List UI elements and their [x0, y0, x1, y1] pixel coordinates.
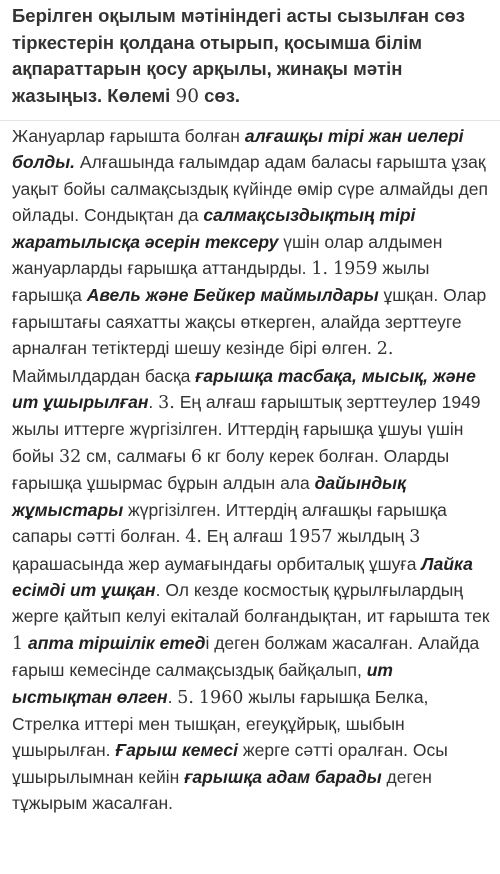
highlighted-phrase: апта тіршілік етед: [28, 632, 206, 653]
text-segment: кг болу керек болған. Оларды ғарышқа ұшырмас бұрын алдын ала: [12, 445, 450, 494]
text-segment: деген тұжырым жасалған.: [12, 766, 432, 814]
highlighted-phrase: ғарышқа адам барады: [184, 766, 382, 787]
text-segment: .: [148, 392, 159, 413]
highlighted-phrase: ит ыстықтан өлген: [12, 660, 393, 707]
number-value: 1: [12, 633, 24, 654]
task-instruction: [0, 0, 500, 121]
item-number: 4.: [185, 527, 202, 548]
text-segment: жүргізілген. Иттердің алғашқы ғарышқа сапары сәтті болған.: [12, 499, 447, 547]
text-segment: . Ол кезде космостық құрылғылардың жерге қайтып келуі екіталай болғандықтан, ит ғарышта тек: [12, 579, 490, 627]
text-segment: ұшқан. Олар ғарыштағы саяхатты жақсы өткерген, алайда зерттеуге арналған тетіктерді шешу кезінде бірі өлген.: [12, 285, 487, 359]
item-number: 2.: [376, 339, 394, 360]
text-segment: см, салмағы: [81, 445, 191, 466]
number-value: 3: [409, 527, 421, 548]
text-segment: Ең алғаш: [201, 526, 288, 547]
highlighted-phrase: Авель және Бейкер маймылдары: [86, 285, 379, 306]
text-segment: .: [167, 686, 178, 707]
task-text-end: сөз.: [198, 84, 241, 106]
year-number: 1960: [198, 687, 244, 708]
year-number: 1957: [287, 527, 333, 548]
year-number: 1959: [332, 259, 378, 280]
highlighted-phrase: салмақсыздықтың тірі жаратылысқа әсерін тексеру: [12, 205, 416, 252]
highlighted-phrase: дайындық жұмыстары: [12, 473, 406, 520]
number-value: 32: [58, 446, 82, 467]
text-segment: жылдың: [332, 526, 410, 547]
number-value: 6: [190, 446, 203, 467]
text-segment: қарашасында жер аумағындағы орбиталық ұшуға: [12, 553, 422, 574]
highlighted-phrase: ғарышқа тасбақа, мысық, және ит ұшырылған: [12, 365, 476, 413]
task-word-count: 90: [175, 85, 199, 107]
reading-text: [0, 121, 500, 817]
text-segment: үшін олар алдымен жануарларды ғарышқа аттандырды.: [12, 231, 443, 279]
highlighted-phrase: алғашқы тірі жан иелері болды.: [12, 126, 464, 173]
highlighted-phrase: Лайка есімді ит ұшқан: [12, 553, 473, 600]
text-segment: Алғашында ғалымдар адам баласы ғарышта ұзақ уақыт бойы салмақсыздық күйінде өмір сүре алмайды деп ойлады. Сондықтан да: [12, 152, 488, 226]
text-segment: і деген болжам жасалған. Алайда ғарыш кемесінде салмақсыздық байқалып,: [12, 632, 480, 681]
text-segment: жылы ғарышқа Белка, Стрелка иттері мен тышқан, егеуқұйрық, шыбын ұшырылған.: [12, 686, 429, 761]
text-segment: Жануарлар ғарышта болған: [12, 126, 245, 146]
text-segment: Маймылдардан басқа: [12, 365, 196, 386]
item-number: 1.: [311, 259, 329, 280]
task-text: Берілген оқылым мәтініндегі асты сызылған сөз тіркестерін қолдана отырып, қосымша білім ақпараттарын қосу арқылы, жинақы мәтін жазыңыз. Көлемі: [12, 5, 466, 106]
text-segment: жерге сәтті оралған. Осы ұшырылымнан кейін: [12, 740, 448, 787]
item-number: 3.: [158, 393, 175, 414]
item-number: 5.: [177, 687, 194, 708]
text-segment: жылы ғарышқа: [12, 258, 430, 306]
text-segment: Ең алғаш ғарыштық зерттеулер 1949 жылы иттерге жүргізілген. Иттердің ғарышқа ұшуы үшін бойы: [12, 392, 481, 466]
highlighted-phrase: Ғарыш кемесі: [115, 740, 239, 761]
